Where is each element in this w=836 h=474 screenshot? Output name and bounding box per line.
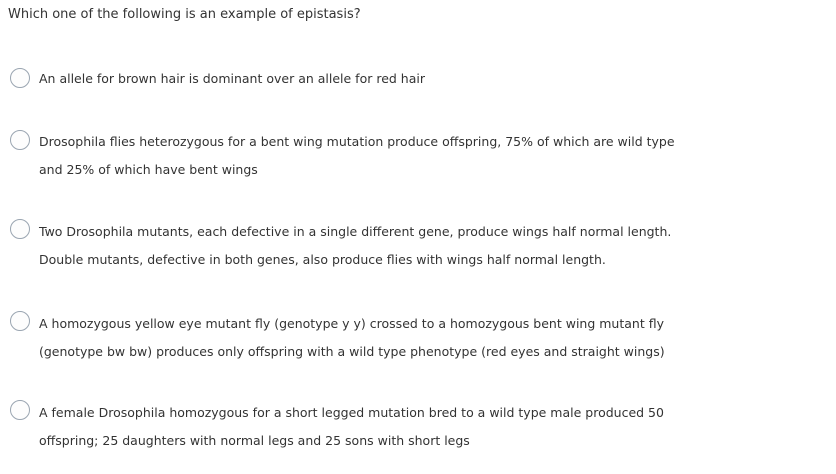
radio-button-icon[interactable]: [10, 130, 30, 150]
answer-option-4[interactable]: [10, 310, 820, 366]
answer-option-5[interactable]: [10, 399, 820, 455]
option-line: A homozygous yellow eye mutant fly (genotype y y) crossed to a homozygous bent wing mutant fly: [39, 316, 664, 331]
option-line: (genotype bw bw) produces only offspring with a wild type phenotype (red eyes and straight wings): [39, 344, 665, 359]
option-line: Drosophila flies heterozygous for a bent wing mutation produce offspring, 75% of which are wild type: [39, 134, 675, 149]
option-label: [39, 128, 799, 184]
option-line: and 25% of which have bent wings: [39, 162, 258, 177]
radio-button-icon[interactable]: [10, 311, 30, 331]
radio-button-icon[interactable]: [10, 219, 30, 239]
question-text: Which one of the following is an example of epistasis?: [8, 7, 361, 22]
option-line: An allele for brown hair is dominant over an allele for red hair: [39, 71, 425, 86]
option-label: [39, 218, 799, 274]
answer-option-3[interactable]: [10, 218, 820, 274]
option-line: Double mutants, defective in both genes, also produce flies with wings half normal length.: [39, 252, 606, 267]
radio-button-icon[interactable]: [10, 400, 30, 420]
option-label: [39, 399, 799, 455]
option-line: A female Drosophila homozygous for a short legged mutation bred to a wild type male produced 50: [39, 405, 664, 420]
option-line: offspring; 25 daughters with normal legs and 25 sons with short legs: [39, 433, 470, 448]
answer-option-2[interactable]: [10, 128, 820, 184]
option-line: Two Drosophila mutants, each defective in a single different gene, produce wings half normal length.: [39, 224, 672, 239]
option-label: [39, 310, 799, 366]
radio-button-icon[interactable]: [10, 68, 30, 88]
answer-option-1[interactable]: [10, 65, 820, 93]
option-label: [39, 65, 799, 93]
